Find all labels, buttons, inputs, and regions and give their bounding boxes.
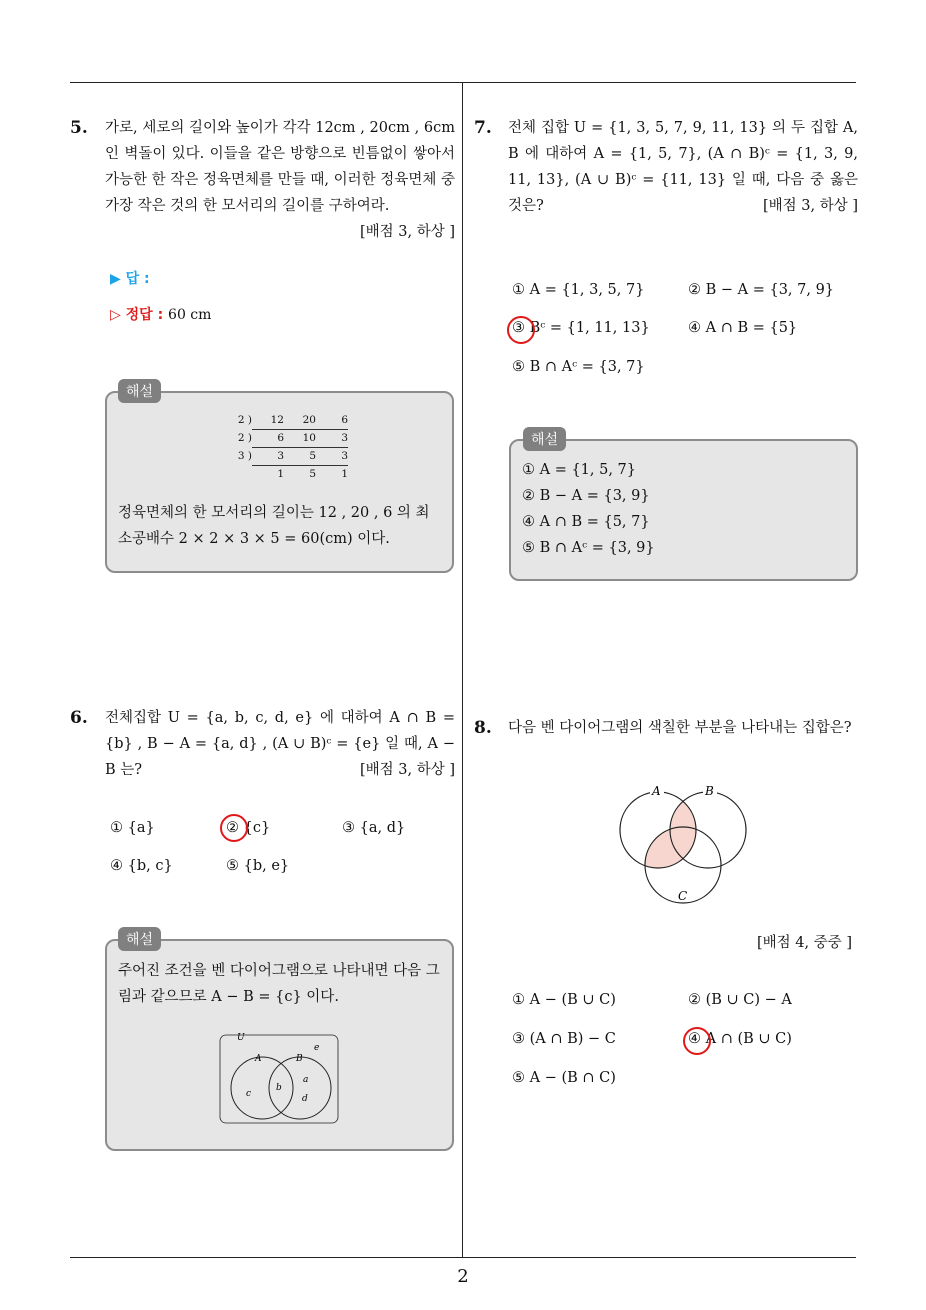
venn-universe	[220, 1035, 338, 1123]
q6-solution-tag: 해설	[118, 927, 161, 951]
division-row: 2 ) 12 20 6	[230, 412, 348, 430]
bottom-rule	[70, 1257, 856, 1258]
q8-option-1[interactable]: ① A − (B ∪ C)	[512, 992, 616, 1008]
q6-question: 전체집합 U = {a, b, c, d, e} 에 대하여 A ∩ B = {b} , B − A = {a, d} , (A ∪ B)ᶜ = {e} 일 때, A − B 는?	[105, 710, 455, 778]
q8-text: 다음 벤 다이어그램의 색칠한 부분을 나타내는 집합은?	[508, 720, 852, 736]
q6-solution-text: 주어진 조건을 벤 다이어그램으로 나타내면 다음 그림과 같으므로 A − B = {c} 이다.	[118, 963, 440, 1005]
venn-label-a: A	[652, 784, 661, 798]
q7-number: 7.	[474, 118, 492, 138]
q6-option-2[interactable]: ② {c}	[226, 820, 271, 836]
q7-option-2[interactable]: ② B − A = {3, 7, 9}	[688, 282, 835, 298]
venn-label-e: e	[314, 1043, 320, 1053]
q7-meta: [배점 3, 하상 ]	[762, 198, 858, 214]
q7-solution-tag: 해설	[523, 427, 566, 451]
division-row: 2 ) 6 10 3	[230, 430, 348, 448]
q6-option-5[interactable]: ⑤ {b, e}	[226, 858, 290, 874]
q8-answer-marker	[683, 1027, 711, 1055]
q8-option-4[interactable]: ④ A ∩ (B ∪ C)	[688, 1031, 792, 1047]
q5-solution-text: 정육면체의 한 모서리의 길이는 12 , 20 , 6 의 최소공배수 2 × 2 × 3 × 5 = 60(cm) 이다.	[118, 505, 430, 547]
q7-solution-line: ⑤ B ∩ Aᶜ = {3, 9}	[522, 540, 655, 556]
venn-label-a-elem: a	[303, 1075, 309, 1085]
q5-text	[105, 115, 455, 245]
q5-correct	[110, 304, 211, 324]
venn-label-a: A	[255, 1054, 262, 1064]
q6-number: 6.	[70, 708, 88, 728]
q8-option-5[interactable]: ⑤ A − (B ∩ C)	[512, 1070, 616, 1086]
q8-venn-diagram	[608, 780, 758, 910]
q7-option-1[interactable]: ① A = {1, 3, 5, 7}	[512, 282, 645, 298]
venn-label-b-elem: b	[276, 1083, 282, 1093]
q7-text	[508, 115, 858, 219]
venn-label-d-elem: d	[302, 1094, 308, 1104]
q8-number: 8.	[474, 718, 492, 738]
q5-question: 가로, 세로의 길이와 높이가 각각 12cm , 20cm , 6cm 인 벽돌이 있다. 이들을 같은 방향으로 빈틈없이 쌓아서 가능한 한 작은 정육면체를 만들 때, 이러한 정육면체 중 가장 작은 것의 한 모서리의 길이를 구하여라.	[105, 120, 455, 214]
venn-label-b: B	[705, 784, 714, 798]
shaded-region	[645, 792, 746, 903]
page-number: 2	[457, 1266, 469, 1287]
q7-question: 전체 집합 U = {1, 3, 5, 7, 9, 11, 13} 의 두 집합 A, B 에 대하여 A = {1, 5, 7}, (A ∩ B)ᶜ = {1, 3, 9, 11, 13}, (A ∪ B)ᶜ = {11, 13} 일 때, 다음 중 옳은 것은?	[508, 120, 858, 214]
top-rule	[70, 82, 856, 83]
q5-division-table	[230, 412, 348, 483]
q7-solution-line: ② B − A = {3, 9}	[522, 488, 650, 504]
q7-option-5[interactable]: ⑤ B ∩ Aᶜ = {3, 7}	[512, 359, 645, 375]
q6-option-3[interactable]: ③ {a, d}	[342, 820, 406, 836]
q5-number: 5.	[70, 118, 88, 138]
division-row: 3 ) 3 5 3	[230, 448, 348, 466]
q7-solution-line: ④ A ∩ B = {5, 7}	[522, 514, 650, 530]
q7-answer-marker	[507, 316, 535, 344]
q5-answer-label: ▶ 답 :	[110, 271, 150, 287]
q5-meta: [배점 3, 하상 ]	[359, 224, 455, 240]
q8-meta: [배점 4, 중중 ]	[756, 935, 852, 951]
venn-label-b: B	[296, 1054, 303, 1064]
q6-option-4[interactable]: ④ {b, c}	[110, 858, 173, 874]
venn-circle-a	[231, 1057, 293, 1119]
q8-option-2[interactable]: ② (B ∪ C) − A	[688, 992, 792, 1008]
q6-meta: [배점 3, 하상 ]	[359, 762, 455, 778]
q6-text	[105, 705, 455, 783]
q7-option-3[interactable]: ③ Bᶜ = {1, 11, 13}	[512, 320, 650, 336]
q8-option-3[interactable]: ③ (A ∩ B) − C	[512, 1031, 616, 1047]
q5-correct-value: 60 cm	[168, 307, 212, 323]
venn-label-c: C	[678, 889, 688, 903]
venn-label-c-elem: c	[246, 1089, 252, 1099]
q6-option-1[interactable]: ① {a}	[110, 820, 155, 836]
q6-answer-marker	[220, 814, 248, 842]
column-divider	[462, 83, 463, 1258]
q5-solution-tag: 해설	[118, 379, 161, 403]
division-row: 1 5 1	[277, 468, 348, 480]
venn-label-u: U	[237, 1033, 245, 1043]
q7-option-4[interactable]: ④ A ∩ B = {5}	[688, 320, 798, 336]
q6-venn-diagram	[215, 1030, 345, 1130]
q5-correct-label: ▷ 정답 :	[110, 307, 164, 323]
q7-solution-line: ① A = {1, 5, 7}	[522, 462, 637, 478]
